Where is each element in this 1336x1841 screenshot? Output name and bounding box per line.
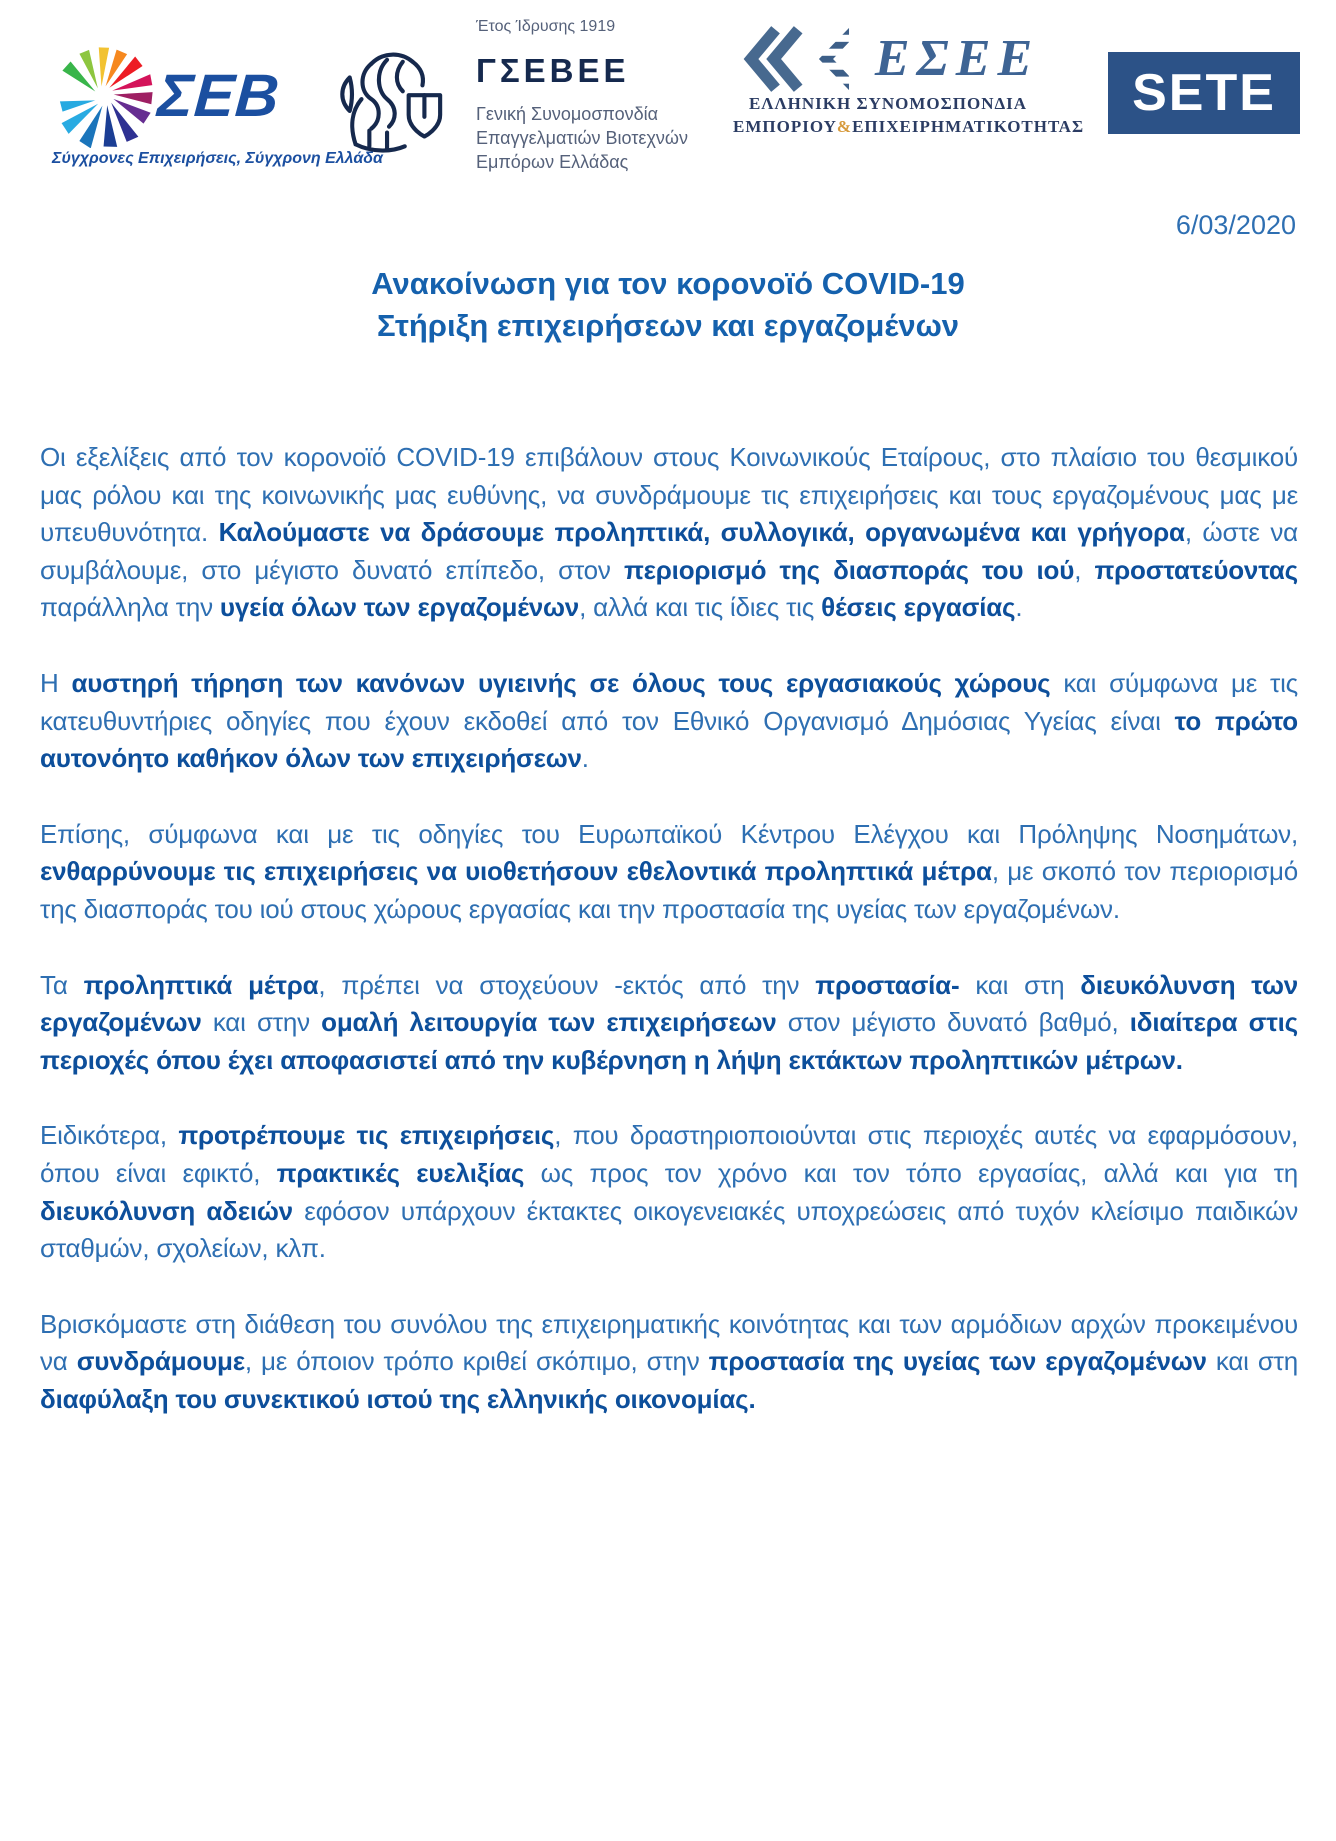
body-paragraph	[40, 1117, 1298, 1267]
body-paragraph	[40, 1306, 1298, 1419]
body-text-bold: διευκόλυνση των εργαζομένων	[40, 969, 1299, 1038]
gsevee-subtitle-line: Επαγγελματιών Βιοτεχνών	[476, 128, 688, 148]
sete-wordmark: SETE	[1132, 64, 1276, 122]
esee-logo	[733, 26, 1085, 138]
body-text: Οι εξελίξεις από τον κορονοϊό COVID-19 επιβάλουν στους Κοινωνικούς Εταίρους, στο πλαίσιο του θεσμικού μας ρόλου και της κοινωνικής μας ευθύνης, να συνδράμουμε τις επιχειρήσεις και τους εργαζομένους μας με υπευθυνότητα.	[40, 442, 1298, 548]
body-text-bold: Καλούμαστε να δράσουμε προληπτικά, συλλογικά, οργανωμένα και γρήγορα	[218, 517, 1185, 548]
body-text: Επίσης, σύμφωνα και με τις οδηγίες του Ευρωπαϊκού Κέντρου Ελέγχου και Πρόληψης Νοσημάτων,	[40, 818, 1298, 849]
title-line1: Ανακοίνωση για τον κορονοϊό COVID-19	[371, 266, 965, 301]
body-text: Ειδικότερα,	[40, 1120, 179, 1151]
body-paragraph	[40, 816, 1298, 929]
document-body	[0, 439, 1336, 1418]
sev-swirl-icon	[52, 44, 156, 148]
body-text: , πρέπει να στοχεύουν -εκτός από την	[318, 969, 816, 1000]
body-text: , που δραστηριοποιούνται στις περιοχές αυτές να εφαρμόσουν, όπου είναι εφικτό,	[40, 1120, 1299, 1188]
body-text-bold: προστατεύοντας	[1094, 554, 1298, 585]
gsevee-wordmark: ΓΣΕΒΕΕ	[476, 52, 630, 89]
body-text: ,	[1074, 554, 1095, 585]
gsevee-lion-icon	[326, 48, 454, 164]
gsevee-subtitle-line: Εμπόρων Ελλάδας	[476, 152, 629, 172]
body-text: , αλλά και τις ίδιες τις	[579, 592, 822, 623]
body-text-bold: πρακτικές ευελιξίας	[276, 1157, 525, 1188]
body-text: , με σκοπό τον περιορισμό της διασποράς του ιού στους χώρους εργασίας και την προστασία της υγείας των εργαζομένων.	[40, 856, 1298, 924]
body-text-bold: ενθαρρύνουμε τις επιχειρήσεις να υιοθετήσουν εθελοντικά προληπτικά μέτρα	[40, 856, 992, 887]
esee-wordmark: ΕΣΕΕ	[874, 30, 1040, 87]
esee-subtitle-line2	[733, 115, 1085, 138]
body-text-bold: ομαλή λειτουργία των επιχειρήσεων	[321, 1007, 777, 1038]
body-text: και στη	[959, 969, 1081, 1000]
body-text: .	[1015, 592, 1023, 623]
body-paragraph	[40, 665, 1298, 778]
body-text: και στη	[1206, 1346, 1298, 1377]
body-text-bold: διευκόλυνση αδειών	[40, 1195, 293, 1226]
body-text: Τα	[40, 969, 84, 1000]
esee-subtitle-commerce: ΕΜΠΟΡΙΟΥ	[733, 117, 837, 136]
body-text-bold: ιδιαίτερα στις περιοχές όπου έχει αποφασιστεί από την κυβέρνηση η λήψη εκτάκτων προληπτικών μέτρων.	[40, 1007, 1298, 1075]
sev-wordmark: ΣΕΒ	[155, 62, 283, 129]
body-text: παράλληλα την	[40, 592, 220, 623]
body-text: Η	[40, 667, 72, 698]
body-text: , με όποιον τρόπο κριθεί σκόπιμο, στην	[244, 1346, 709, 1377]
gsevee-subtitle-line: Γενική Συνομοσπονδία	[476, 104, 659, 124]
body-text-bold: προτρέπουμε τις επιχειρήσεις	[178, 1120, 555, 1151]
sev-tagline: Σύγχρονες Επιχειρήσεις, Σύγχρονη Ελλάδα	[52, 150, 383, 167]
body-paragraph	[40, 967, 1298, 1080]
body-text-bold: προστασία-	[815, 969, 960, 1000]
body-text: Βρισκόμαστε στη διάθεση του συνόλου της επιχειρηματικής κοινότητας και των αρμόδιων αρχών προκειμένου να	[40, 1308, 1298, 1377]
body-text: και σύμφωνα με τις κατευθυντήριες οδηγίες που έχουν εκδοθεί από τον Εθνικό Οργανισμό Δημόσιας Υγείας είναι	[40, 667, 1298, 736]
body-text: εφόσον υπάρχουν έκτακτες οικογενειακές υποχρεώσεις από τυχόν κλείσιμο παιδικών σταθμών, σχολείων, κλπ.	[40, 1195, 1298, 1264]
body-text-bold: περιορισμό της διασποράς του ιού	[623, 554, 1075, 585]
title-line2: Στήριξη επιχειρήσεων και εργαζομένων	[376, 308, 960, 343]
sev-logo	[52, 44, 383, 168]
body-text-bold: προστασία της υγείας των εργαζομένων	[708, 1346, 1207, 1377]
logo-bar	[0, 0, 1336, 188]
body-text-bold: το πρώτο αυτονόητο καθήκον όλων των επιχειρήσεων	[40, 705, 1298, 774]
gsevee-text-block	[476, 18, 688, 174]
esee-logo-row	[733, 26, 1043, 92]
esee-ampersand: &	[836, 117, 853, 136]
body-text-bold: θέσεις εργασίας	[821, 592, 1016, 623]
body-text: , ώστε να συμβάλουμε, στο μέγιστο δυνατό επίπεδο, στον	[40, 517, 1298, 585]
body-text-bold: αυστηρή τήρηση των κανόνων υγιεινής σε όλους τους εργασιακούς χώρους	[71, 667, 1051, 698]
sete-logo	[1108, 52, 1300, 134]
document-title	[0, 263, 1336, 347]
document-date: 6/03/2020	[1175, 210, 1296, 240]
body-text-bold: διαφύλαξη του συνεκτικού ιστού της ελληνικής οικονομίας.	[40, 1383, 756, 1414]
esee-subtitle-entrepreneurship: ΕΠΙΧΕΙΡΗΜΑΤΙΚΟΤΗΤΑΣ	[852, 117, 1085, 136]
gsevee-logo	[326, 18, 688, 174]
body-paragraph	[40, 439, 1298, 627]
esee-chevrons-icon	[737, 26, 865, 92]
body-text-bold: προληπτικά μέτρα	[83, 969, 319, 1000]
body-text-bold: υγεία όλων των εργαζομένων	[219, 592, 580, 623]
gsevee-founding-year: Έτος Ίδρυσης 1919	[476, 18, 616, 35]
body-text: στον μέγιστο δυνατό βαθμό,	[776, 1007, 1130, 1038]
sev-logo-row	[52, 44, 302, 148]
body-text: ως προς τον χρόνο και τον τόπο εργασίας, αλλά και για τη	[524, 1157, 1298, 1188]
esee-subtitle-line1: ΕΛΛΗΝΙΚΗ ΣΥΝΟΜΟΣΠΟΝΔΙΑ	[748, 94, 1028, 113]
body-text: .	[581, 743, 589, 774]
body-text: και στην	[201, 1007, 322, 1038]
body-text-bold: συνδράμουμε	[76, 1346, 245, 1377]
